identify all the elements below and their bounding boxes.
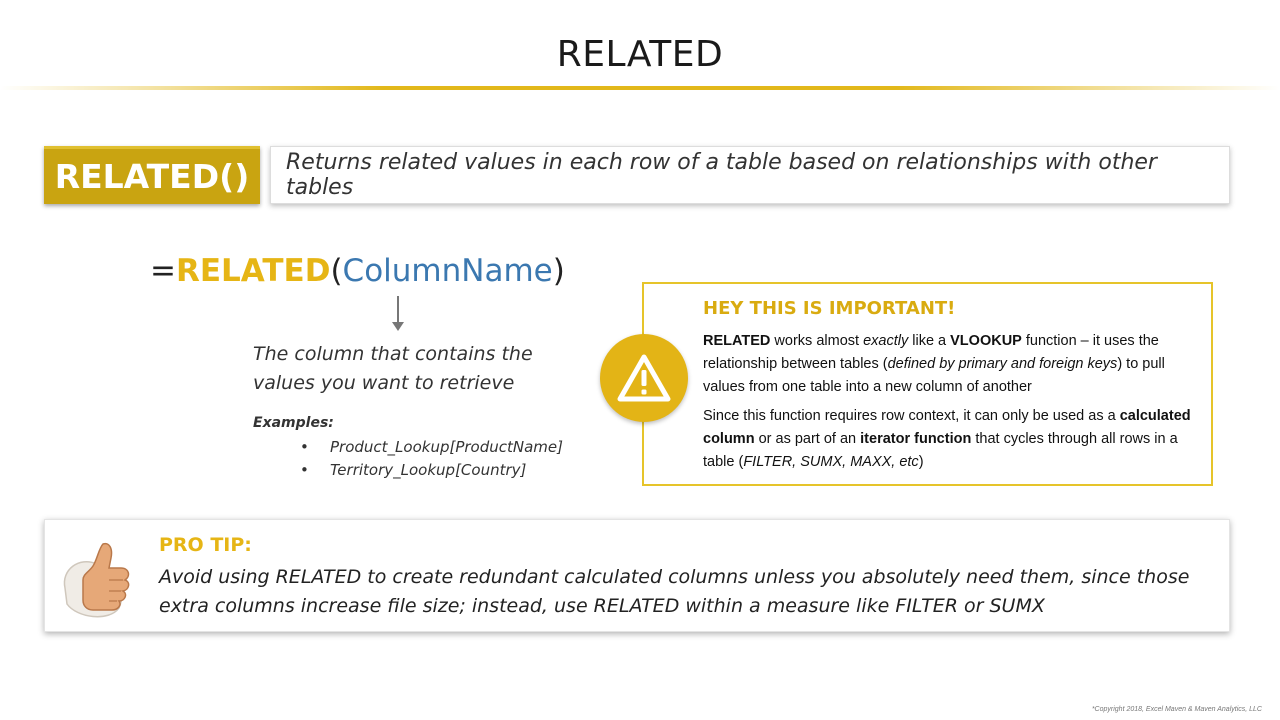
important-callout <box>642 282 1213 486</box>
syntax-close-paren: ) <box>552 253 565 289</box>
examples-label: Examples: <box>253 415 334 431</box>
pro-tip-box <box>44 519 1230 632</box>
argument-description-line1: The column that contains the <box>253 343 533 365</box>
text-run: ) to pull values from one table into a new column of another <box>703 356 1165 395</box>
syntax-open-paren: ( <box>330 253 343 289</box>
function-description: Returns related values in each row of a table based on relationships with other tables <box>286 150 1157 200</box>
argument-description <box>253 340 583 398</box>
arrow-head <box>392 322 404 331</box>
copyright-notice: *Copyright 2018, Excel Maven & Maven Analytics, LLC <box>1091 706 1262 713</box>
text-run: like a <box>908 333 951 349</box>
example-item: • Territory_Lookup[Country] <box>300 459 563 482</box>
function-description-box <box>270 146 1230 204</box>
pro-tip-text: Avoid using RELATED to create redundant calculated columns unless you absolutely need them, since those extra columns increase file size; instead, use RELATED within a measure like FILTER or SUMX <box>159 566 1190 617</box>
emphasis: exactly <box>863 333 909 349</box>
example-item: • Product_Lookup[ProductName] <box>300 436 563 459</box>
text-run: or as part of an <box>754 431 861 447</box>
vlookup-term: VLOOKUP <box>950 333 1022 349</box>
important-paragraph-2 <box>703 405 1203 474</box>
pro-tip-heading: PRO TIP: <box>159 534 252 556</box>
iterator-function-term: iterator function <box>860 431 972 447</box>
function-name-badge: RELATED() <box>44 146 260 204</box>
text-run: Since this function requires row context, it can only be used as a <box>703 408 1120 424</box>
text-run: function – it uses the relationship between tables ( <box>703 333 1159 372</box>
syntax-equals: = <box>150 253 176 289</box>
examples-list <box>300 436 563 482</box>
syntax-function: RELATED <box>175 253 331 289</box>
thumbs-up-icon <box>57 534 145 622</box>
text-run: that cycles through all rows in a table ( <box>703 431 1178 470</box>
important-paragraph-1 <box>703 330 1203 399</box>
syntax-argument: ColumnName <box>342 253 553 289</box>
related-term: RELATED <box>703 333 771 349</box>
title-divider <box>0 86 1280 90</box>
text-run: ) <box>918 454 924 470</box>
important-heading: HEY THIS IS IMPORTANT! <box>703 298 956 319</box>
syntax-formula <box>150 253 565 289</box>
emphasis: FILTER, SUMX, MAXX, etc <box>743 454 919 470</box>
emphasis: defined by primary and foreign keys <box>887 356 1118 372</box>
slide-title: RELATED <box>556 34 724 75</box>
text-run: works almost <box>770 333 864 349</box>
warning-icon <box>600 334 688 422</box>
calculated-column-term: calculated column <box>703 408 1191 447</box>
argument-description-line2: values you want to retrieve <box>253 372 515 394</box>
